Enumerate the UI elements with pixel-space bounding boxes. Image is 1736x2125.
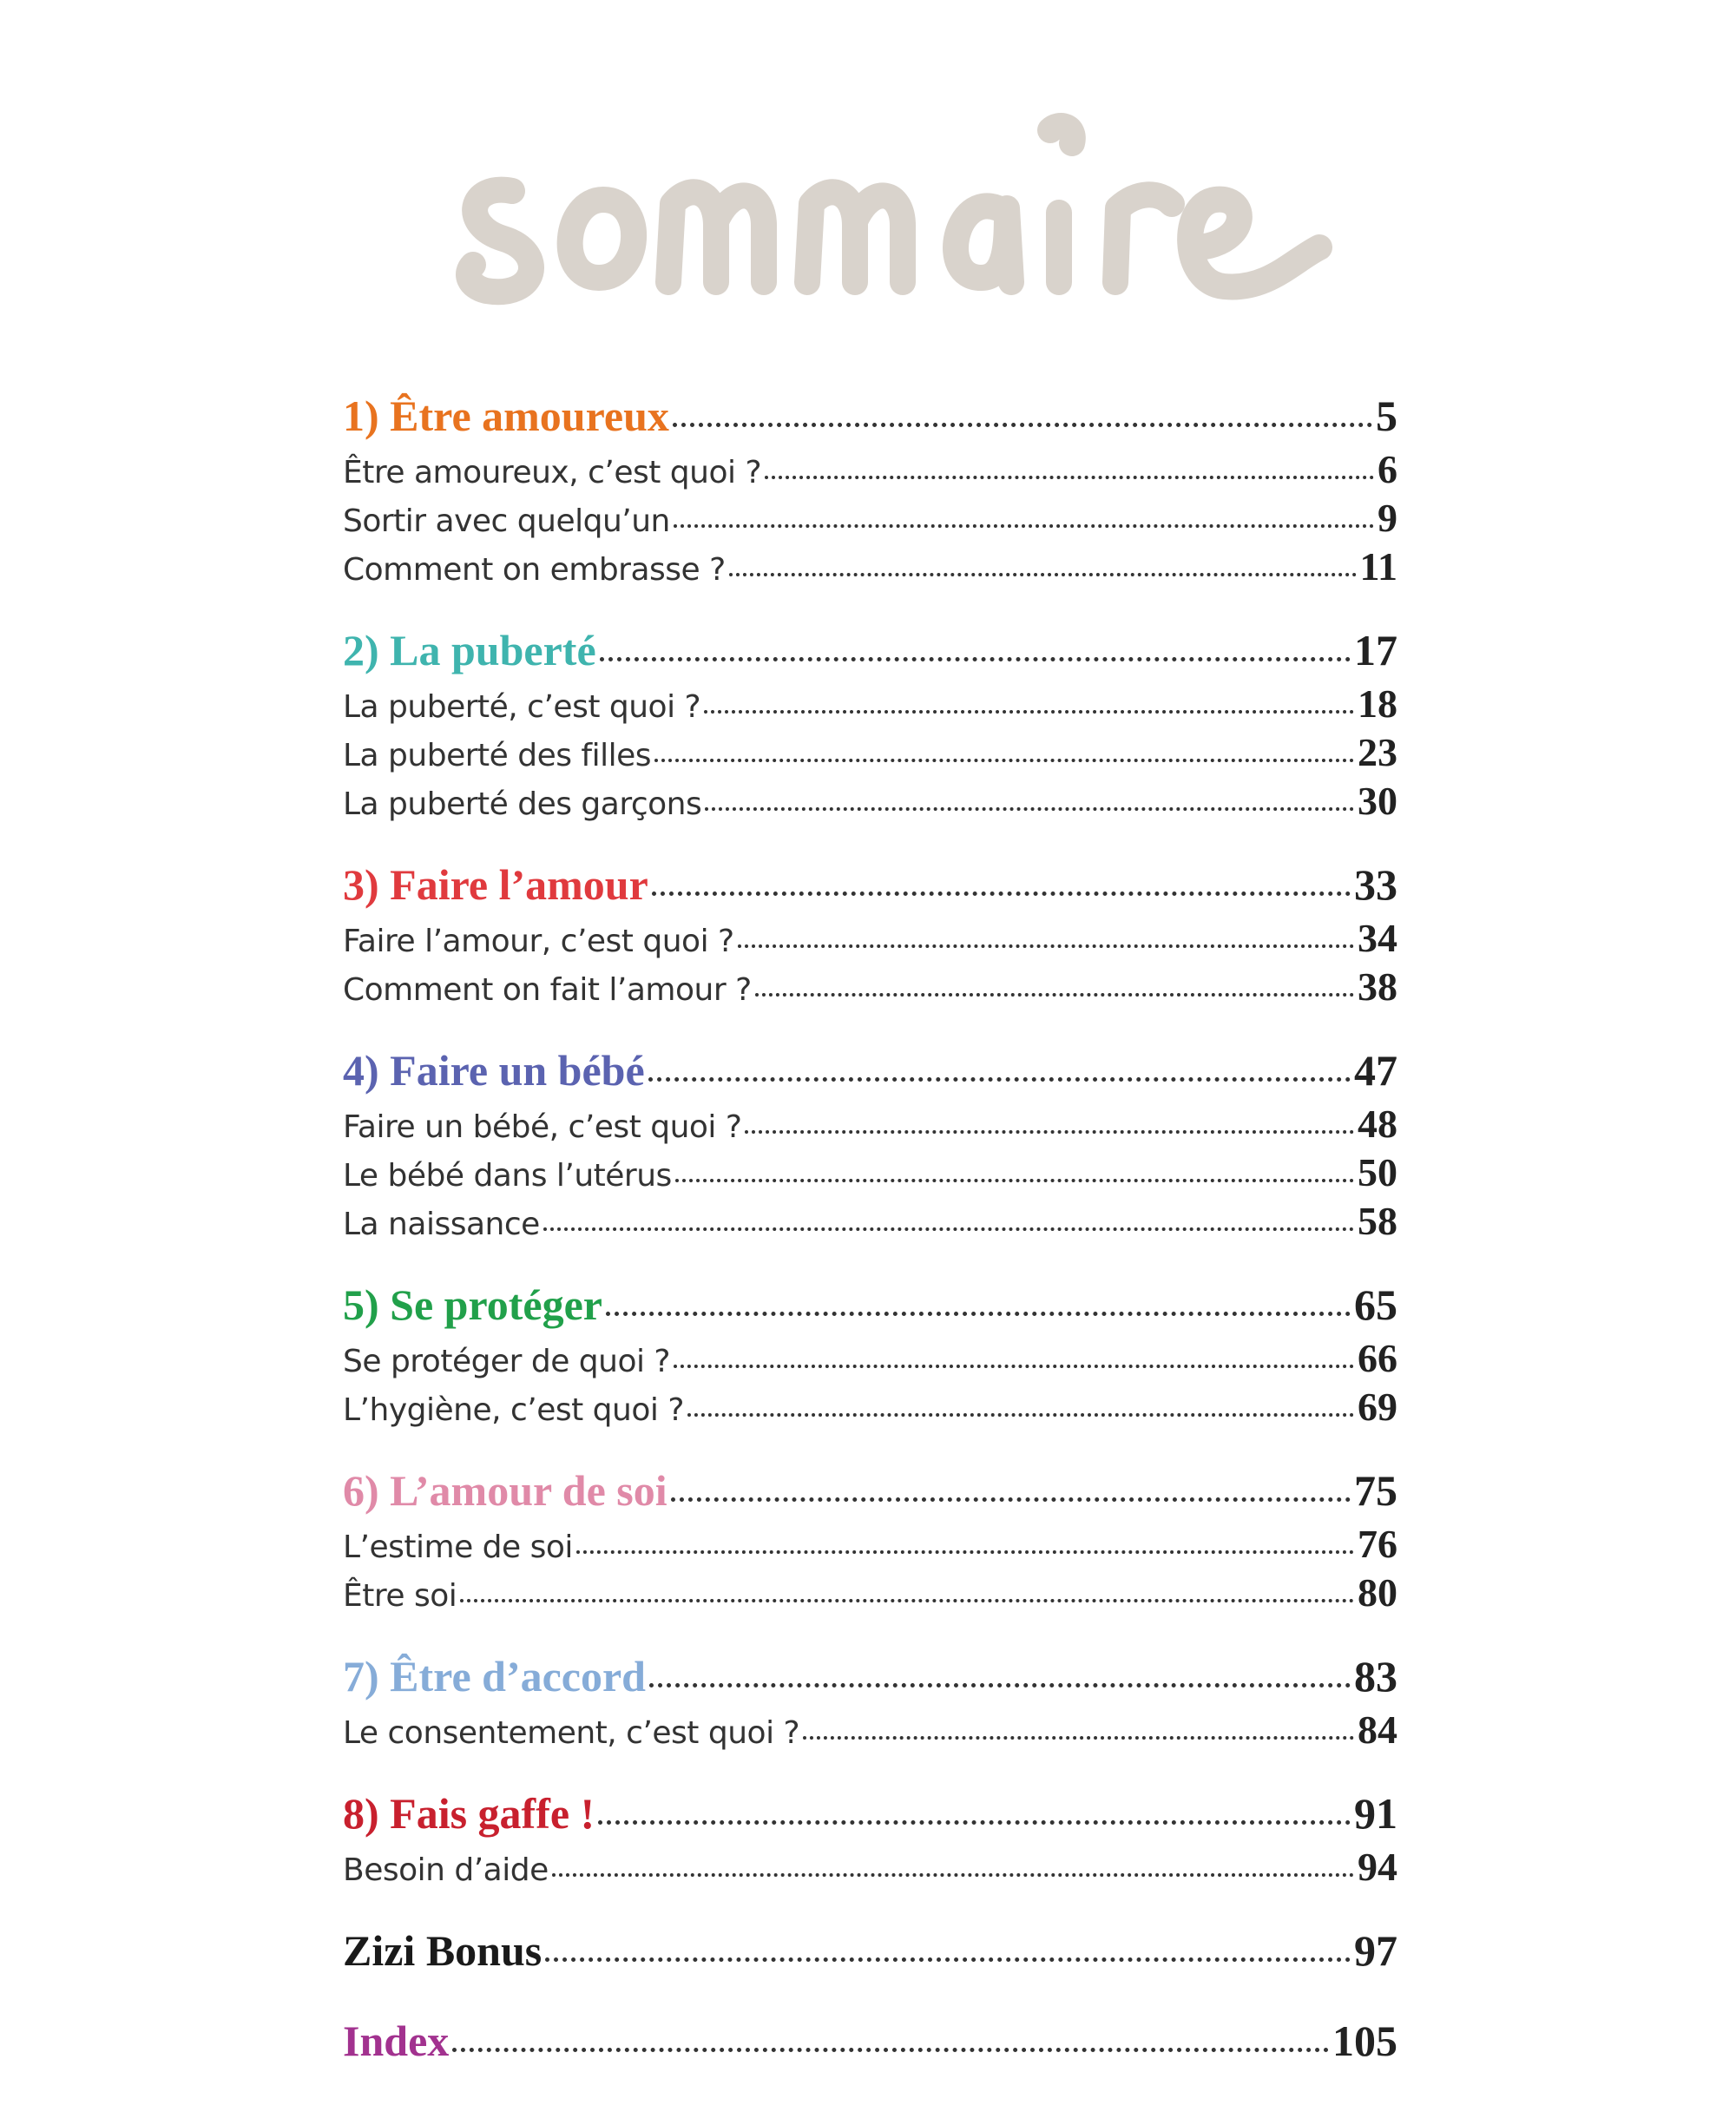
- toc-chapter-entry[interactable]: [343, 1465, 1397, 1521]
- chapter-title: 5) Se protéger: [343, 1280, 602, 1329]
- toc-subsection-entry[interactable]: [343, 543, 1397, 592]
- subsection-title: La puberté des garçons: [343, 786, 702, 822]
- page-number: 91: [1354, 1789, 1397, 1838]
- chapter-title: 4) Faire un bébé: [343, 1046, 645, 1095]
- subsection-title: Être amoureux, c’est quoi ?: [343, 455, 762, 490]
- chapter-title: Index: [343, 2016, 450, 2065]
- page-number: 18: [1358, 681, 1397, 726]
- dot-leader: [673, 423, 1372, 427]
- page-number: 47: [1354, 1046, 1397, 1095]
- toc-section: [343, 1045, 1397, 1247]
- dot-leader: [671, 1497, 1351, 1502]
- page-number: 5: [1376, 391, 1397, 440]
- subsection-title: Sortir avec quelqu’un: [343, 503, 670, 539]
- page-number: 66: [1358, 1336, 1397, 1380]
- subsection-title: La puberté, c’est quoi ?: [343, 689, 701, 725]
- dot-leader: [552, 1873, 1354, 1877]
- dot-leader: [674, 524, 1374, 528]
- table-of-contents: [343, 391, 1397, 2106]
- toc-chapter-entry[interactable]: [343, 859, 1397, 915]
- subsection-title: Comment on fait l’amour ?: [343, 972, 752, 1008]
- dot-leader: [729, 573, 1357, 576]
- toc-subsection-entry[interactable]: [343, 1198, 1397, 1247]
- toc-subsection-entry[interactable]: [343, 1521, 1397, 1569]
- chapter-title: 3) Faire l’amour: [343, 860, 648, 909]
- page-number: 11: [1359, 544, 1397, 589]
- subsection-title: Comment on embrasse ?: [343, 552, 726, 588]
- subsection-title: La puberté des filles: [343, 738, 652, 773]
- toc-chapter-entry[interactable]: [343, 1651, 1397, 1707]
- toc-subsection-entry[interactable]: [343, 915, 1397, 964]
- toc-subsection-entry[interactable]: [343, 495, 1397, 543]
- chapter-title: 2) La puberté: [343, 626, 596, 674]
- dot-leader: [745, 1130, 1354, 1134]
- handwritten-title-sommaire: [451, 95, 1337, 373]
- toc-subsection-entry[interactable]: [343, 1707, 1397, 1755]
- subsection-title: Se protéger de quoi ?: [343, 1344, 671, 1379]
- subsection-title: L’estime de soi: [343, 1530, 573, 1565]
- page-number: 76: [1358, 1522, 1397, 1566]
- chapter-title: 7) Être d’accord: [343, 1652, 646, 1701]
- toc-section: [343, 1280, 1397, 1432]
- dot-leader: [705, 807, 1354, 811]
- page-number: 58: [1358, 1199, 1397, 1243]
- page-number: 65: [1354, 1280, 1397, 1329]
- subsection-title: Faire un bébé, c’est quoi ?: [343, 1109, 742, 1145]
- toc-section: [343, 859, 1397, 1012]
- chapter-title: 8) Fais gaffe !: [343, 1789, 595, 1838]
- chapter-title: 1) Être amoureux: [343, 391, 669, 440]
- toc-section: [343, 625, 1397, 826]
- page-number: 30: [1358, 779, 1397, 823]
- page-number: 38: [1358, 964, 1397, 1009]
- dot-leader: [598, 1820, 1351, 1825]
- dot-leader: [460, 1599, 1354, 1602]
- toc-subsection-entry[interactable]: [343, 729, 1397, 778]
- dot-leader: [687, 1413, 1354, 1417]
- toc-subsection-entry[interactable]: [343, 1335, 1397, 1384]
- subsection-title: L’hygiène, c’est quoi ?: [343, 1392, 684, 1428]
- page-number: 80: [1358, 1570, 1397, 1615]
- page-number: 75: [1354, 1466, 1397, 1515]
- page-number: 17: [1354, 626, 1397, 674]
- dot-leader: [803, 1736, 1354, 1740]
- dot-leader: [654, 759, 1354, 762]
- subsection-title: Faire l’amour, c’est quoi ?: [343, 924, 734, 959]
- dot-leader: [765, 476, 1374, 479]
- toc-chapter-entry[interactable]: [343, 1925, 1397, 1981]
- dot-leader: [600, 657, 1351, 661]
- page-number: 34: [1358, 916, 1397, 960]
- toc-subsection-entry[interactable]: [343, 446, 1397, 495]
- chapter-title: Zizi Bonus: [343, 1926, 542, 1975]
- page-number: 9: [1378, 496, 1397, 540]
- page-number: 23: [1358, 730, 1397, 774]
- dot-leader: [649, 1683, 1351, 1688]
- dot-leader: [543, 1227, 1354, 1231]
- toc-chapter-entry[interactable]: [343, 1045, 1397, 1101]
- toc-chapter-entry[interactable]: [343, 625, 1397, 681]
- toc-chapter-entry[interactable]: [343, 1280, 1397, 1335]
- dot-leader: [606, 1312, 1351, 1316]
- subsection-title: Le consentement, c’est quoi ?: [343, 1715, 800, 1751]
- subsection-title: La naissance: [343, 1207, 540, 1242]
- dot-leader: [545, 1957, 1351, 1962]
- chapter-title: 6) L’amour de soi: [343, 1466, 667, 1515]
- dot-leader: [652, 891, 1351, 896]
- toc-subsection-entry[interactable]: [343, 1149, 1397, 1198]
- toc-subsection-entry[interactable]: [343, 1384, 1397, 1432]
- toc-subsection-entry[interactable]: [343, 1101, 1397, 1149]
- toc-subsection-entry[interactable]: [343, 1844, 1397, 1892]
- toc-section: [343, 1651, 1397, 1755]
- toc-subsection-entry[interactable]: [343, 681, 1397, 729]
- dot-leader: [704, 710, 1354, 714]
- toc-chapter-entry[interactable]: [343, 1788, 1397, 1844]
- subsection-title: Besoin d’aide: [343, 1852, 549, 1888]
- dot-leader: [648, 1077, 1351, 1082]
- page-number: 94: [1358, 1845, 1397, 1889]
- page-number: 105: [1332, 2016, 1397, 2065]
- toc-section: [343, 2016, 1397, 2071]
- page-number: 84: [1358, 1707, 1397, 1752]
- page-number: 6: [1378, 447, 1397, 491]
- dot-leader: [452, 2048, 1329, 2052]
- toc-section: [343, 1465, 1397, 1618]
- toc-section: [343, 391, 1397, 592]
- page-number: 50: [1358, 1150, 1397, 1194]
- dot-leader: [674, 1365, 1354, 1368]
- toc-chapter-entry[interactable]: [343, 2016, 1397, 2071]
- page-title: [451, 95, 1337, 373]
- toc-section: [343, 1925, 1397, 1981]
- toc-subsection-entry[interactable]: [343, 778, 1397, 826]
- toc-section: [343, 1788, 1397, 1892]
- toc-chapter-entry[interactable]: [343, 391, 1397, 446]
- subsection-title: Être soi: [343, 1578, 457, 1614]
- page-number: 97: [1354, 1926, 1397, 1975]
- page-number: 48: [1358, 1102, 1397, 1146]
- dot-leader: [576, 1550, 1354, 1554]
- toc-subsection-entry[interactable]: [343, 1569, 1397, 1618]
- subsection-title: Le bébé dans l’utérus: [343, 1158, 672, 1194]
- dot-leader: [738, 944, 1354, 948]
- toc-subsection-entry[interactable]: [343, 964, 1397, 1012]
- dot-leader: [675, 1179, 1354, 1182]
- dot-leader: [755, 993, 1354, 997]
- page-number: 33: [1354, 860, 1397, 909]
- page-number: 69: [1358, 1385, 1397, 1429]
- page-number: 83: [1354, 1652, 1397, 1701]
